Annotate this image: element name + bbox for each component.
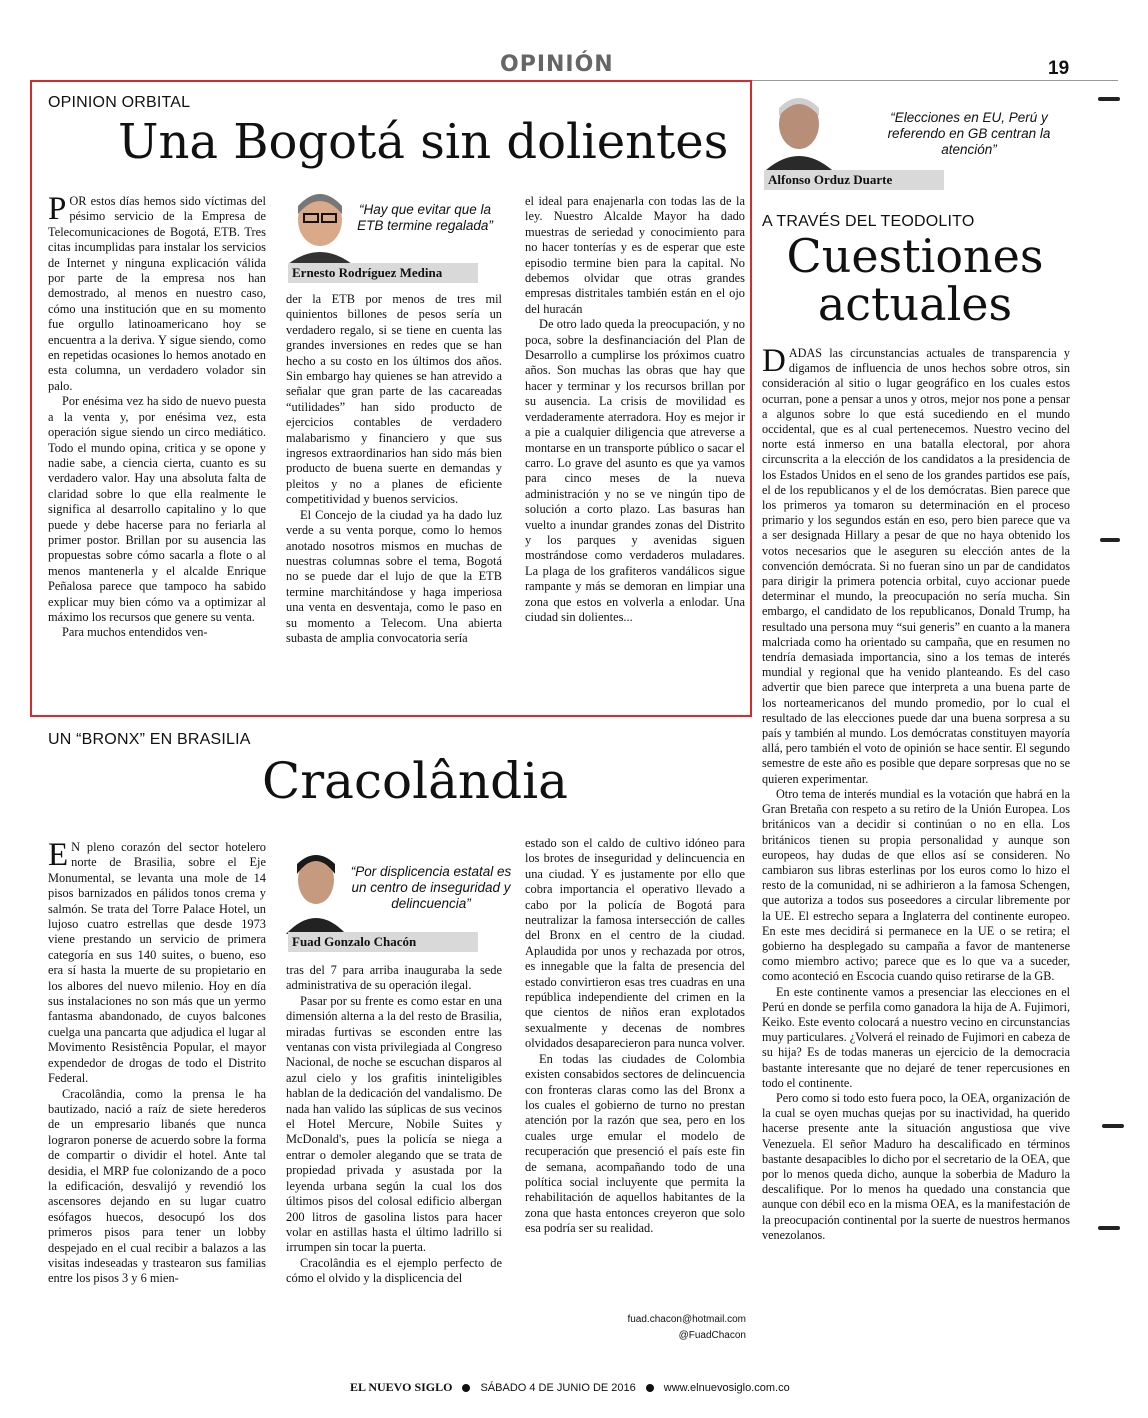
article2-dropcap: E	[48, 837, 69, 873]
paragraph: der la ETB por menos de tres mil quinientos billones de pesos sería un verdadero regalo, si se tiene en cuenta las grandes inversiones en redes que se han hecho a su costo en los últimos dos años. Sin embargo hay quienes se han atrevido a señalar que gran parte de las cacareadas “utilidades” han sido producto de ejercicios contables de verdadero malabarismo y financiero y que sus ingresos extraordinarios han sido más bien producto de buena suerte en demandas y pleitos y no a planes de eficiente competitividad y buenos servicios.	[286, 292, 502, 507]
paragraph: El Concejo de la ciudad ya ha dado luz verde a su venta porque, como lo hemos anotado nosotros mismos en muchas de nuestras columnas sobre el tema, Bogotá no se puede dar el lujo de que la ETB termine marchitándose y haga imperiosa una venta en desventaja, como le paso en su momento a Telecom. Una abierta subasta de amplia convocatoria sería	[286, 507, 502, 645]
footer-bullet	[646, 1384, 654, 1392]
page-number: 19	[1048, 58, 1070, 79]
article1-byline: Ernesto Rodríguez Medina	[288, 263, 478, 283]
author-photo-ernesto	[282, 184, 354, 264]
article3-headline: Cuestiones actuales	[786, 229, 1044, 331]
paragraph: el ideal para enajenarla con todas las de la ley. Nuestro Alcalde Mayor ha dado muestras de seriedad y conocimiento para no hacer tonterías y es de esperar que este episodio termine bien para la capital. No debemos olvidar que otras grandes empresas distritales también están en el ojo del huracán	[525, 194, 745, 316]
article2-col3	[525, 836, 745, 1237]
margin-mark	[1098, 1226, 1120, 1230]
margin-mark	[1100, 538, 1120, 542]
section-label: OPINIÓN	[500, 52, 614, 77]
author-photo-fuad	[286, 842, 346, 934]
paragraph: OR estos días hemos sido víctimas del pésimo servicio de la Empresa de Telecomunicaciones de Bogotá, ETB. Tres citas incumplidas para instalar los servicios de Internet y ninguna explicación válida por parte de la empresa nos han demostrado, al menos en nuestro caso, cómo una institución que en su momento fue orgullo latinoamericano hoy se encuentra a la deriva. Y sigue siendo, como en repetidas ocasiones lo hemos anotado en esta columna, un verdadero volador sin palo.	[48, 194, 266, 393]
article2-col1	[48, 837, 266, 1287]
footer-url[interactable]: www.elnuevosiglo.com.co	[663, 1381, 790, 1394]
article2-pull-quote: “Por displicencia estatal es un centro de inseguridad y delincuencia”	[350, 864, 512, 911]
paragraph: tras del 7 para arriba inauguraba la sede administrativa de su operación ilegal.	[286, 963, 502, 993]
article1-col1	[48, 191, 266, 641]
footer-brand: EL NUEVO SIGLO	[350, 1380, 453, 1394]
paragraph: Para muchos entendidos ven-	[62, 625, 208, 640]
paragraph: Pasar por su frente es como estar en una dimensión alterna a la del resto de Brasilia, miradas furtivas se esconden entre las ventanas con vista privilegiada al Congreso Nacional, de noche se escuchan disparos al azul cielo y los grafitis ininteligibles hablan de la dedicación del vandalismo. De nada han valido las súplicas de sus vecinos el Hotel Mercure, Nobile Suites y McDonald's, pues la policía se niega a entrar o demoler alegando que se trata de propiedad privada y asustada por la leyenda urbana según la cual los dos últimos pisos del colosal edificio albergan 200 litros de gasolina listos para hacer volar en astillas hasta el último ladrillo si irrumpen sin tocar la puerta.	[286, 993, 502, 1255]
paragraph: Pero como si todo esto fuera poco, la OEA, organización de la cual se oyen muchas quejas por su inactividad, ha querido hacerse presente ante la situación angustiosa que vive Venezuela. El señor Maduro ha descalificado en términos bastante desapacibles lo dicho por el secretario de la OEA, que por lo menos queda dicho, aunque la soberbia de Maduro la descalifique. Por lo menos ha quedado una constancia que aunque con débil eco en la misma OEA, es la manifestación de la preocupación continental por la suerte de nuestros hermanos venezolanos.	[762, 1090, 1070, 1242]
article3-kicker: A TRAVÉS DEL TEODOLITO	[762, 213, 975, 230]
article2-kicker: UN “BRONX” EN BRASILIA	[48, 731, 251, 748]
article3-pull-quote: “Elecciones en EU, Perú y referendo en GB centran la atención”	[887, 110, 1051, 157]
article2-byline: Fuad Gonzalo Chacón	[288, 932, 478, 952]
paragraph: En todas las ciudades de Colombia existen consabidos sectores de delincuencia con fronteras claras como las del Bronx a los cuales el gobierno de turno no prestan atención por la razón que sea, pero en los cuales urge emular el modelo de recuperación que presenció el país este fin de semana, acompañando todo de una política social incluyente que permita la rehabilitación de aquellos habitantes de la zona que hasta entonces creyeron que solo esa podría ser su realidad.	[525, 1051, 745, 1236]
page-footer	[350, 1380, 790, 1395]
article1-kicker: OPINION ORBITAL	[48, 94, 191, 111]
article1-pull-quote: “Hay que evitar que la ETB termine regalada”	[357, 202, 493, 233]
article2-email[interactable]: fuad.chacon@hotmail.com	[627, 1314, 746, 1325]
article1-dropcap: P	[48, 191, 67, 227]
margin-mark	[1102, 1124, 1124, 1128]
footer-bullet	[462, 1384, 470, 1392]
paragraph: N pleno corazón del sector hotelero norte de Brasilia, sobre el Eje Monumental, se levanta una mole de 14 pisos barnizados en pálidos tonos crema y salmón. Se trata del Torre Palace Hotel, un lujoso cuatro estrellas que desde 1973 viene prestando un servicio de primera categoría en sus 140 suites, o bueno, eso era sí hasta la muerte de su propietario en los albores del nuevo milenio. Hoy en día sus instalaciones no son más que un yermo fantasma abandonado, de cuyos balcones cuelga una pancarta que adjudica el lugar al Movimento Resistência Popular, el mayor expendedor de drogas de todo el Distrito Federal.	[48, 840, 266, 1086]
article1-col2	[286, 292, 502, 646]
paragraph: ADAS las circunstancias actuales de transparencia y digamos de influencia de unos hechos sobre otros, sin consideración al sitio o lugar geográfico en los cuales estos ocurran, pone a pensar a unos y otros, mejor nos pone a pensar a algunos sobre lo que está sucediendo en el mundo occidental, que es al cual pertenecemos. Nuestro vecino del norte está inmerso en una batalla electoral, por ahora circunscrita a la elección de los candidatos a la presidencia de los Estados Unidos en el seno de los grandes partidos ese país, el de los republicanos y el de los demócratas. Bien parece que los primeros ya tomaron su determinación en el proceso primario y los segundos están en eso, pero bien parece que va a ser designada Hillary a pesar de que no haya obtenido los votos necesarios que le aseguren su elección antes de la convención demócrata. Si no fueran sino un par de candidatos para dirigir la primera potencia orbital, cuyo accionar puede determinar el mundo, la preocupación no sería mucha. Sin embargo, el candidato de los republicanos, Donald Trump, ha resultado una persona muy “sui generis” en cuanto a la manera malcriada como ha orientado su campaña, que en resumen no tendría demasiada importancia, sino a los temas de interés mundial y regional que ha venido planteando. Es del caso advertir que bien parece que interpreta a una buena parte de los norteamericanos del mundo promedio, por lo cual el resultado de las elecciones puede dar una buena sorpresa a su país y también al mundo. Los demócratas constituyen mayoría allá, pero también el voto de opinión se hace sentir. El segundo semestre de este año es posible que depare sorpresas que no se quieren experimentar.	[762, 346, 1070, 786]
author-photo-alfonso	[764, 86, 834, 170]
article3-byline: Alfonso Orduz Duarte	[764, 170, 944, 190]
paragraph: Cracolândia es el ejemplo perfecto de cómo el olvido y la displicencia del	[286, 1255, 502, 1286]
article2-col2	[286, 963, 502, 1287]
paragraph: Cracolândia, como la prensa le ha bautizado, nació a raíz de siete herederos de un empresario libanés que nunca lograron ponerse de acuerdo sobre la forma de compartir o dividir el hotel. Ante tal desidia, el MRP fue colonizando de a poco la edificación, desvalijó y revendió los ascensores dejando en su lugar cuatro esófagos huecos, desocupó los dos primeros pisos para tener un lobby despejado en el cual recibir a balazos a las visitas indeseadas y trastearon sus familias entre los pisos 3 y 6 mien-	[48, 1086, 266, 1286]
margin-mark	[1098, 97, 1120, 101]
paragraph: De otro lado queda la preocupación, y no poca, sobre la desfinanciación del Plan de Desarrollo a cumplirse los próximos cuatro años. Son muchas las obras que hay que hacer y terminar y los recursos brillan por su ausencia. La crisis de movilidad es verdaderamente aterradora. Hoy es mejor ir a pie a cualquier diligencia que atreverse a montarse en un transporte público o sacar el carro. Lo grave del asunto es que ya vamos para cinco meses de la nueva administración y no se ve ningún tipo de solución a corto plazo. Las basuras han vuelto a inundar grandes zonas del Distrito y los parques y avenidas siguen mostrándose como verdaderos muladares. La plaga de los grafiteros vandálicos sigue rampante y más se demoran en limpiar una zona que estos en volverla a enlodar. Una ciudad sin dolientes...	[525, 317, 745, 624]
article1-headline: Una Bogotá sin dolientes	[118, 114, 729, 170]
footer-date: SÁBADO 4 DE JUNIO DE 2016	[480, 1381, 636, 1394]
paragraph: Por enésima vez ha sido de nuevo puesta a la venta y, por enésima vez, esta operación sigue siendo un circo mediático. Todo el mundo opina, critica y se opone y nadie sabe, a ciencia cierta, cuanto es su verdadero valor. Hay una absoluta falta de claridad sobre lo que ella realmente le significa al desarrollo capitalino y lo que puede y debe hacerse para no feriarla al primer postor. Brillan por su ausencia las propuestas sobre cómo sacarla a flote o al menos mantenerla y el alcalde Enrique Peñalosa parece que tampoco ha sabido explicar muy bien cómo va a optimizar al máximo los recursos que genere su venta.	[48, 394, 266, 624]
article3-dropcap: D	[762, 343, 786, 379]
paragraph: estado son el caldo de cultivo idóneo para los brotes de inseguridad y delincuencia en una ciudad. Y es justamente por ello que cobra importancia el operativo llevado a cabo por la policía de Bogotá para neutralizar la famosa intersección de calles del Bronx en el centro de la ciudad. Aplaudida por unos y rechazada por otros, es innegable que la falta de presencia del estado convirtieron esas tres cuadras en una república independiente del crimen en la que cientos de niños eran explotados sexualmente y decenas de nombres olvidados desaparecieron para nunca volver.	[525, 836, 745, 1051]
paragraph: Otro tema de interés mundial es la votación que habrá en la Gran Bretaña con respeto a su retiro de la Unión Europea. Los británicos van a decidir si continúan o no en ella. Los británicos tienen su propia personalidad y aunque son europeos, hay dudas de que ellos así se consideren. No cambiaron sus libras esterlinas por los euros como lo hizo el resto de la comunidad, ni se adhirieron a la famosa Schengen, que autoriza a todos sus poseedores a circular libremente por la UE. El estrecho separa a Inglaterra del continente europeo. En este mes decidirá si permanece en la UE o se retira; el gobierno ha desplegado su campaña a favor de mantenerse como miembro activo; parece que es lo que va a suceder, como aconteció en Escocia cuando quiso retirarse de la GB.	[762, 786, 1070, 984]
paragraph: En este continente vamos a presenciar las elecciones en el Perú en donde se perfila como ganadora la hija de A. Fujimori, Keiko. Este evento colocará a nuestro vecino en circunstancias muy particulares. ¿Volverá el reinado de Fujimori en cabeza de su hija? Es de todas maneras un ejercicio de la democracia bastante interesante que no dejaré de tener repercusiones en todo el continente.	[762, 984, 1070, 1090]
article2-twitter[interactable]: @FuadChacon	[678, 1330, 746, 1341]
article2-headline: Cracolândia	[262, 752, 568, 810]
article1-col3	[525, 194, 745, 625]
article3-body	[762, 343, 1070, 1243]
